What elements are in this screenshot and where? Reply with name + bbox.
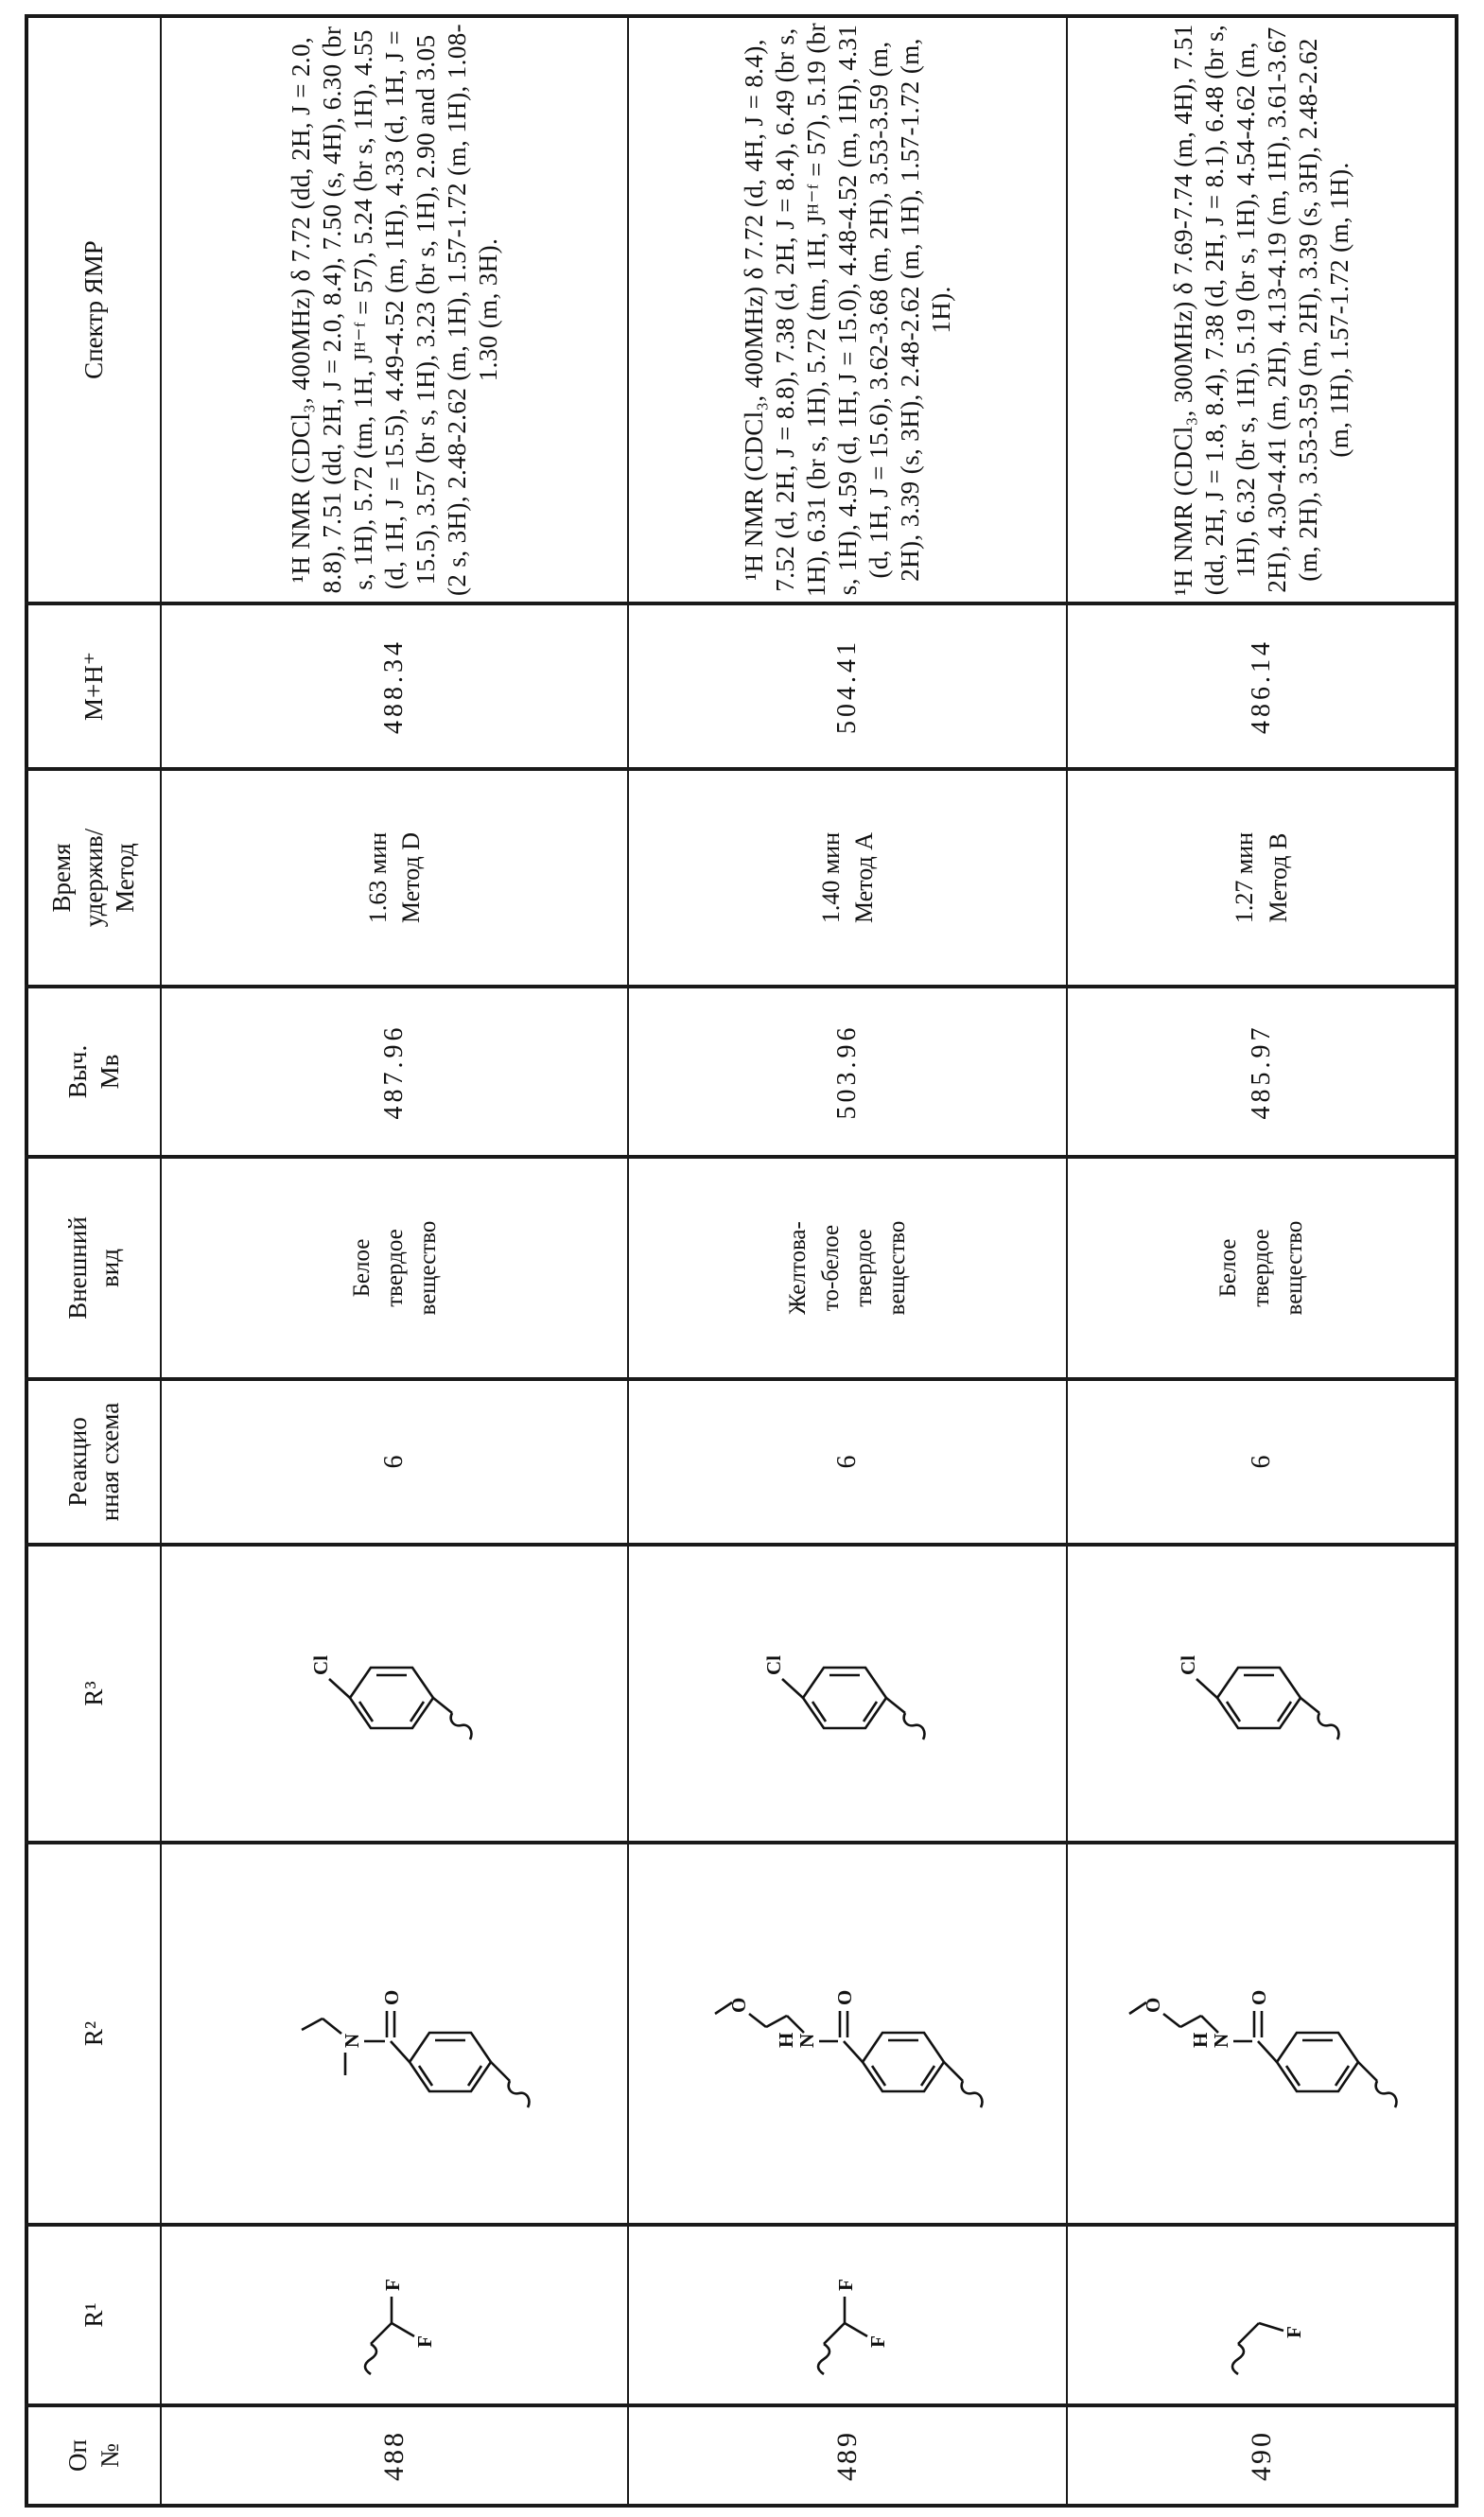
- table-row-488: [161, 16, 628, 2506]
- cell-489-scheme: 6: [628, 1379, 1067, 1545]
- atom-label-f: F: [866, 2335, 889, 2349]
- header-nmr: [26, 16, 161, 603]
- cell-488-calc-mw: 487.96: [161, 987, 628, 1157]
- cell-490-r2: [1067, 1843, 1457, 2225]
- structure-r3-490-chlorophenyl: [1162, 1633, 1361, 1756]
- cell-488-retention: [161, 769, 628, 987]
- header-r1: [26, 2225, 161, 2405]
- cell-489-op-no: 489: [628, 2405, 1067, 2506]
- cell-489-retention: [628, 769, 1067, 987]
- header-r3-label: R³: [79, 1681, 108, 1706]
- header-scheme: [26, 1379, 161, 1545]
- atom-label-o: O: [380, 1989, 403, 2005]
- atom-label-f: F: [413, 2335, 436, 2349]
- atom-label-cl: Cl: [1176, 1655, 1199, 1676]
- atom-label-h: H: [1188, 2032, 1212, 2048]
- header-r1-label: R¹: [79, 2302, 108, 2328]
- cell-489-calc-mw: 503.96: [628, 987, 1067, 1157]
- retention-method: Метод A: [850, 831, 878, 924]
- structure-r1-488-difluoroethyl: [342, 2245, 446, 2386]
- structure-r3-488-chlorophenyl: [295, 1633, 494, 1756]
- header-r3: [26, 1545, 161, 1843]
- atom-label-n: N: [1209, 2033, 1232, 2048]
- header-appearance-label: Внешний вид: [62, 1216, 124, 1320]
- atom-label-o: O: [1247, 1989, 1270, 2005]
- cell-488-appearance: [161, 1157, 628, 1379]
- retention-method: Метод D: [397, 831, 425, 924]
- cell-490-nmr: ¹H NMR (CDCl₃, 300MHz) δ 7.69-7.74 (m, 4H), 7.51 (dd, 2H, J = 1.8, 8.4), 7.38 (d, 2H, J = 8.1), 6.48 (br s, 1H), 6.32 (br s, 1H), 5.19 (br s, 1H), 4.54-4.62 (m, 2H), 4.30-4.41 (m, 2H), 4.13-4.19 (m, 1H), 3.61-3.67 (m, 2H), 3.53-3.59 (m, 2H), 3.39 (s, 3H), 2.48-2.62 (m, 1H), 1.57-1.72 (m, 1H).: [1067, 16, 1457, 603]
- atom-label-h: H: [775, 2032, 797, 2048]
- cell-489-r1: [628, 2225, 1067, 2405]
- cell-490-appearance: [1067, 1157, 1457, 1379]
- structure-r1-490-fluoroethyl: [1210, 2245, 1314, 2386]
- cell-488-op-no: 488: [161, 2405, 628, 2506]
- cell-490-calc-mw: 485.97: [1067, 987, 1457, 1157]
- header-calc-mw: [26, 987, 161, 1157]
- cell-488-mh: 488.34: [161, 603, 628, 769]
- header-scheme-label: Реакцио нная схема: [62, 1402, 124, 1522]
- retention-method: Метод B: [1264, 832, 1292, 923]
- cell-490-mh: 486.14: [1067, 603, 1457, 769]
- compound-table: [25, 14, 1458, 2508]
- header-nmr-label: Спектр ЯМР: [79, 240, 108, 379]
- cell-489-r2: [628, 1843, 1067, 2225]
- appearance-text: Белое твердое вещество: [348, 1220, 441, 1316]
- cell-490-r1: [1067, 2225, 1457, 2405]
- header-retention: [26, 769, 161, 987]
- header-r2-label: R²: [79, 2020, 108, 2047]
- cell-490-retention: [1067, 769, 1457, 987]
- structure-r2-490-methoxyethylamide: [1120, 1939, 1404, 2128]
- retention-time: 1.63 мин: [363, 831, 392, 924]
- cell-490-op-no: 490: [1067, 2405, 1457, 2506]
- cell-488-nmr: ¹H NMR (CDCl₃, 400MHz) δ 7.72 (dd, 2H, J = 2.0, 8.8), 7.51 (dd, 2H, J = 2.0, 8.4), 7.50 (s, 4H), 6.30 (br s, 1H), 5.72 (tm, 1H, Jᴴ⁻ᶠ = 57), 5.24 (br s, 1H), 4.55 (d, 1H, J = 15.5), 4.49-4.52 (m, 1H), 4.33 (d, 1H, J = 15.5), 3.57 (br s, 1H), 3.23 (br s, 1H), 2.90 and 3.05 (2 s, 3H), 2.48-2.62 (m, 1H), 1.57-1.72 (m, 1H), 1.08-1.30 (m, 3H).: [161, 16, 628, 603]
- atom-label-n: N: [340, 2033, 363, 2048]
- header-mh-label: M+H⁺: [79, 652, 108, 721]
- header-calc-mw-label: Выч. Мв: [62, 1044, 124, 1099]
- atom-label-f: F: [834, 2279, 857, 2292]
- cell-490-r3: [1067, 1545, 1457, 1843]
- atom-label-f: F: [1282, 2326, 1305, 2339]
- header-op-no-label: Оп №: [62, 2439, 124, 2472]
- header-r2: [26, 1843, 161, 2225]
- table-row-489: [628, 16, 1067, 2506]
- cell-490-scheme: 6: [1067, 1379, 1457, 1545]
- structure-r2-489-methoxyethylamide: [706, 1939, 989, 2128]
- cell-489-appearance: [628, 1157, 1067, 1379]
- header-row: [26, 16, 161, 2506]
- structure-r3-489-chlorophenyl: [748, 1633, 947, 1756]
- atom-label-o: O: [1141, 1997, 1164, 2013]
- retention-time: 1.27 мин: [1231, 831, 1259, 924]
- atom-label-f: F: [381, 2279, 404, 2292]
- cell-489-r3: [628, 1545, 1067, 1843]
- cell-489-mh: 504.41: [628, 603, 1067, 769]
- cell-488-r3: [161, 1545, 628, 1843]
- header-op-no: [26, 2405, 161, 2506]
- header-appearance: [26, 1157, 161, 1379]
- cell-488-r1: [161, 2225, 628, 2405]
- atom-label-cl: Cl: [762, 1655, 785, 1676]
- structure-r1-489-difluoroethyl: [795, 2245, 899, 2386]
- table-row-490: [1067, 16, 1457, 2506]
- atom-label-cl: Cl: [309, 1655, 332, 1676]
- header-mh: [26, 603, 161, 769]
- appearance-text: Желтова-то-белое твердое вещество: [785, 1220, 910, 1316]
- cell-488-r2: [161, 1843, 628, 2225]
- appearance-text: Белое твердое вещество: [1215, 1220, 1307, 1316]
- atom-label-o: O: [727, 1997, 750, 2013]
- atom-label-n: N: [795, 2033, 818, 2048]
- retention-time: 1.40 мин: [816, 831, 845, 924]
- cell-488-scheme: 6: [161, 1379, 628, 1545]
- cell-489-nmr: ¹H NMR (CDCl₃, 400MHz) δ 7.72 (d, 4H, J = 8.4), 7.52 (d, 2H, J = 8.8), 7.38 (d, 2H, J = 8.4), 6.49 (br s, 1H), 6.31 (br s, 1H), 5.72 (tm, 1H, Jᴴ⁻ᶠ = 57), 5.19 (br s, 1H), 4.59 (d, 1H, J = 15.0), 4.48-4.52 (m, 1H), 4.31 (d, 1H, J = 15.6), 3.62-3.68 (m, 2H), 3.53-3.59 (m, 2H), 3.39 (s, 3H), 2.48-2.62 (m, 1H), 1.57-1.72 (m, 1H).: [628, 16, 1067, 603]
- header-retention-label: Время удержив/ Метод: [46, 828, 140, 928]
- atom-label-o: O: [833, 1989, 856, 2005]
- structure-r2-488-benzamide: [253, 1939, 536, 2128]
